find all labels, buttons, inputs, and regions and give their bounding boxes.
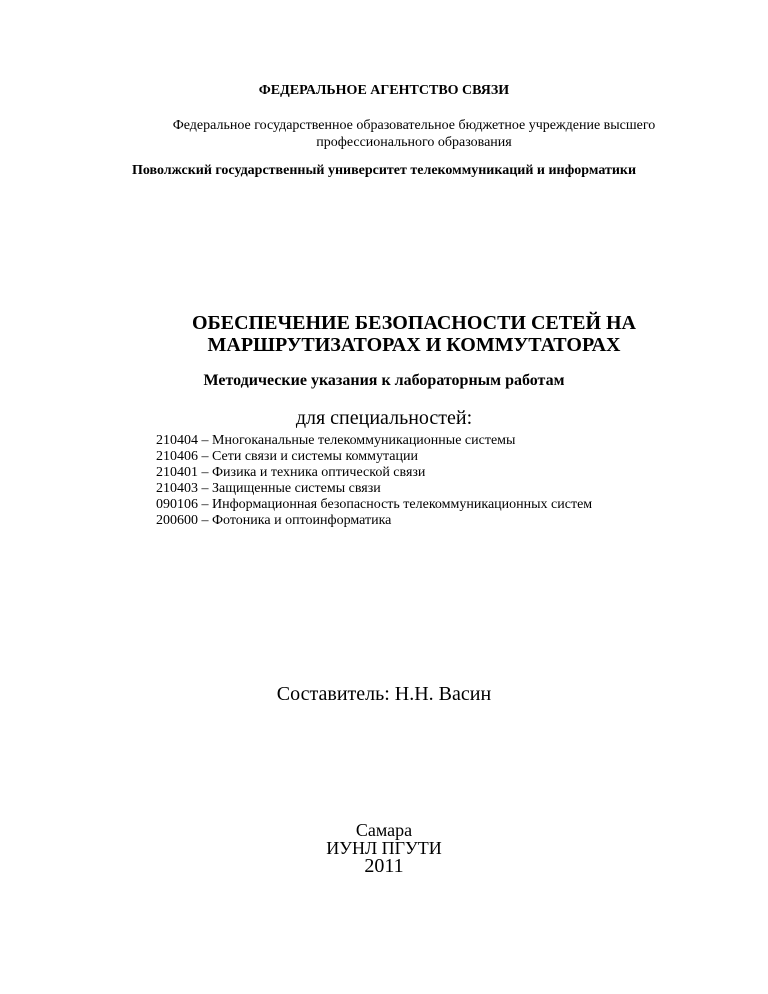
specialty-item: 210406 – Сети связи и системы коммутации bbox=[156, 449, 418, 464]
specialty-item: 210403 – Защищенные системы связи bbox=[156, 481, 381, 496]
specialty-item: 210401 – Физика и техника оптической связи bbox=[156, 465, 426, 480]
specialties-list bbox=[156, 433, 592, 529]
university-name: Поволжский государственный университет телекоммуникаций и информатики bbox=[131, 163, 637, 178]
publisher-name: ИУНЛ ПГУТИ bbox=[326, 838, 442, 858]
document-subtitle: Методические указания к лабораторным работам bbox=[203, 372, 565, 389]
specialty-item: 210404 – Многоканальные телекоммуникационные системы bbox=[156, 433, 516, 448]
specialty-item: 200600 – Фотоника и оптоинформатика bbox=[156, 513, 392, 528]
document-title: ОБЕСПЕЧЕНИЕ БЕЗОПАСНОСТИ СЕТЕЙ НА МАРШРУТИЗАТОРАХ И КОММУТАТОРАХ bbox=[191, 312, 636, 356]
specialty-item: 090106 – Информационная безопасность телекоммуникационных систем bbox=[156, 497, 593, 512]
compiler-name: Составитель: Н.Н. Васин bbox=[276, 683, 492, 705]
institution-name: Федеральное государственное образовательное бюджетное учреждение высшего профессионального образования bbox=[172, 118, 656, 150]
specialties-header: для специальностей: bbox=[295, 407, 473, 429]
publication-city: Самара bbox=[355, 820, 413, 840]
publication-year: 2011 bbox=[364, 855, 404, 877]
agency-name: ФЕДЕРАЛЬНОЕ АГЕНТСТВО СВЯЗИ bbox=[258, 83, 510, 98]
